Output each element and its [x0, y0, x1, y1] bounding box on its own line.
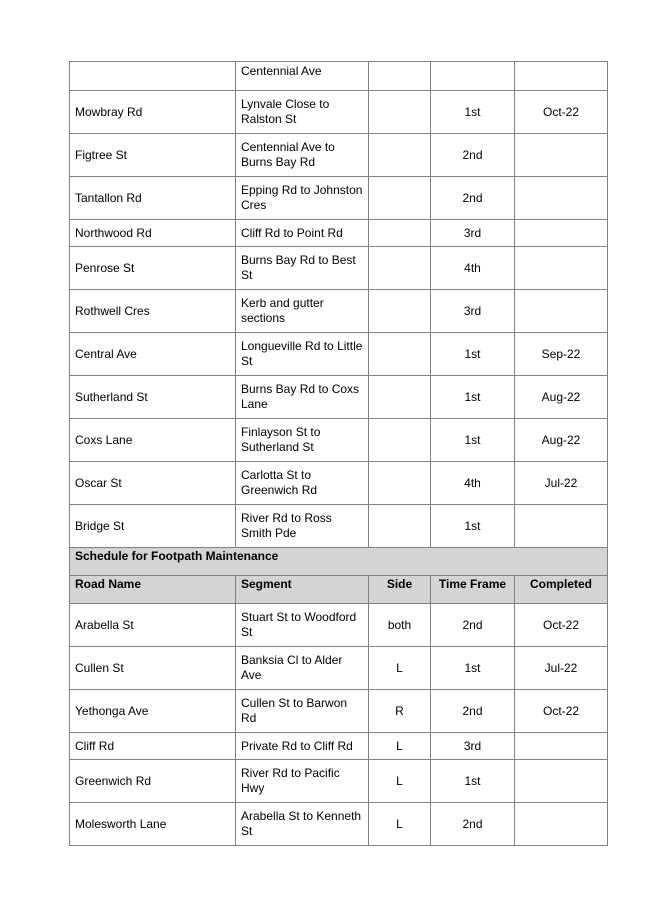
completed-cell [515, 247, 608, 290]
completed-cell: Oct-22 [515, 604, 608, 647]
time-frame-cell: 2nd [431, 177, 515, 220]
road-name-cell [70, 62, 236, 91]
table-row [70, 91, 608, 134]
time-frame-cell: 1st [431, 91, 515, 134]
side-cell: both [369, 604, 431, 647]
table-row [70, 647, 608, 690]
side-cell: L [369, 803, 431, 846]
table-body [70, 62, 608, 846]
table-row [70, 177, 608, 220]
column-header-row [70, 576, 608, 604]
completed-cell [515, 220, 608, 247]
side-cell [369, 62, 431, 91]
segment-cell: Burns Bay Rd to Coxs Lane [236, 376, 369, 419]
completed-cell: Aug-22 [515, 376, 608, 419]
completed-cell [515, 62, 608, 91]
segment-cell: Longueville Rd to Little St [236, 333, 369, 376]
table-row [70, 333, 608, 376]
road-name-cell: Greenwich Rd [70, 760, 236, 803]
header-side: Side [369, 576, 431, 604]
time-frame-cell: 3rd [431, 220, 515, 247]
road-schedule-table [69, 61, 608, 846]
segment-cell: River Rd to Pacific Hwy [236, 760, 369, 803]
table-row [70, 505, 608, 548]
time-frame-cell: 1st [431, 333, 515, 376]
table-row [70, 419, 608, 462]
segment-cell: Cullen St to Barwon Rd [236, 690, 369, 733]
table-row [70, 134, 608, 177]
time-frame-cell: 1st [431, 647, 515, 690]
road-name-cell: Bridge St [70, 505, 236, 548]
road-name-cell: Oscar St [70, 462, 236, 505]
table-row [70, 690, 608, 733]
side-cell [369, 220, 431, 247]
time-frame-cell: 2nd [431, 604, 515, 647]
side-cell: L [369, 760, 431, 803]
completed-cell [515, 505, 608, 548]
road-name-cell: Sutherland St [70, 376, 236, 419]
completed-cell: Aug-22 [515, 419, 608, 462]
header-segment: Segment [236, 576, 369, 604]
table-row [70, 462, 608, 505]
segment-cell: Finlayson St to Sutherland St [236, 419, 369, 462]
road-name-cell: Coxs Lane [70, 419, 236, 462]
time-frame-cell: 1st [431, 505, 515, 548]
table-row [70, 376, 608, 419]
segment-cell: Burns Bay Rd to Best St [236, 247, 369, 290]
side-cell: R [369, 690, 431, 733]
section-title: Schedule for Footpath Maintenance [70, 548, 608, 576]
time-frame-cell [431, 62, 515, 91]
completed-cell: Oct-22 [515, 690, 608, 733]
side-cell: L [369, 647, 431, 690]
time-frame-cell: 2nd [431, 134, 515, 177]
side-cell: L [369, 733, 431, 760]
road-name-cell: Northwood Rd [70, 220, 236, 247]
time-frame-cell: 1st [431, 760, 515, 803]
table-row [70, 803, 608, 846]
header-time-frame: Time Frame [431, 576, 515, 604]
table-row [70, 760, 608, 803]
segment-cell: Carlotta St to Greenwich Rd [236, 462, 369, 505]
road-name-cell: Arabella St [70, 604, 236, 647]
segment-cell: Stuart St to Woodford St [236, 604, 369, 647]
time-frame-cell: 4th [431, 462, 515, 505]
side-cell [369, 505, 431, 548]
header-completed: Completed [515, 576, 608, 604]
road-name-cell: Tantallon Rd [70, 177, 236, 220]
road-name-cell: Rothwell Cres [70, 290, 236, 333]
table-row [70, 604, 608, 647]
completed-cell [515, 177, 608, 220]
completed-cell: Jul-22 [515, 647, 608, 690]
segment-cell: Cliff Rd to Point Rd [236, 220, 369, 247]
completed-cell: Sep-22 [515, 333, 608, 376]
road-name-cell: Cliff Rd [70, 733, 236, 760]
segment-cell: Lynvale Close to Ralston St [236, 91, 369, 134]
section-title-row [70, 548, 608, 576]
completed-cell [515, 760, 608, 803]
road-name-cell: Figtree St [70, 134, 236, 177]
time-frame-cell: 1st [431, 419, 515, 462]
completed-cell [515, 733, 608, 760]
segment-cell: Centennial Ave [236, 62, 369, 91]
table-row [70, 290, 608, 333]
table-row [70, 62, 608, 91]
time-frame-cell: 3rd [431, 290, 515, 333]
road-name-cell: Central Ave [70, 333, 236, 376]
side-cell [369, 134, 431, 177]
segment-cell: Arabella St to Kenneth St [236, 803, 369, 846]
segment-cell: Epping Rd to Johnston Cres [236, 177, 369, 220]
time-frame-cell: 3rd [431, 733, 515, 760]
table-row [70, 247, 608, 290]
road-name-cell: Mowbray Rd [70, 91, 236, 134]
table-row [70, 733, 608, 760]
road-name-cell: Molesworth Lane [70, 803, 236, 846]
completed-cell [515, 134, 608, 177]
header-road-name: Road Name [70, 576, 236, 604]
road-name-cell: Penrose St [70, 247, 236, 290]
segment-cell: Centennial Ave to Burns Bay Rd [236, 134, 369, 177]
segment-cell: Kerb and gutter sections [236, 290, 369, 333]
segment-cell: Private Rd to Cliff Rd [236, 733, 369, 760]
time-frame-cell: 1st [431, 376, 515, 419]
completed-cell: Oct-22 [515, 91, 608, 134]
side-cell [369, 462, 431, 505]
side-cell [369, 376, 431, 419]
segment-cell: River Rd to Ross Smith Pde [236, 505, 369, 548]
table-row [70, 220, 608, 247]
side-cell [369, 177, 431, 220]
side-cell [369, 247, 431, 290]
side-cell [369, 290, 431, 333]
time-frame-cell: 2nd [431, 803, 515, 846]
completed-cell [515, 803, 608, 846]
side-cell [369, 91, 431, 134]
time-frame-cell: 4th [431, 247, 515, 290]
segment-cell: Banksia Cl to Alder Ave [236, 647, 369, 690]
completed-cell [515, 290, 608, 333]
road-name-cell: Yethonga Ave [70, 690, 236, 733]
side-cell [369, 419, 431, 462]
road-name-cell: Cullen St [70, 647, 236, 690]
side-cell [369, 333, 431, 376]
time-frame-cell: 2nd [431, 690, 515, 733]
completed-cell: Jul-22 [515, 462, 608, 505]
